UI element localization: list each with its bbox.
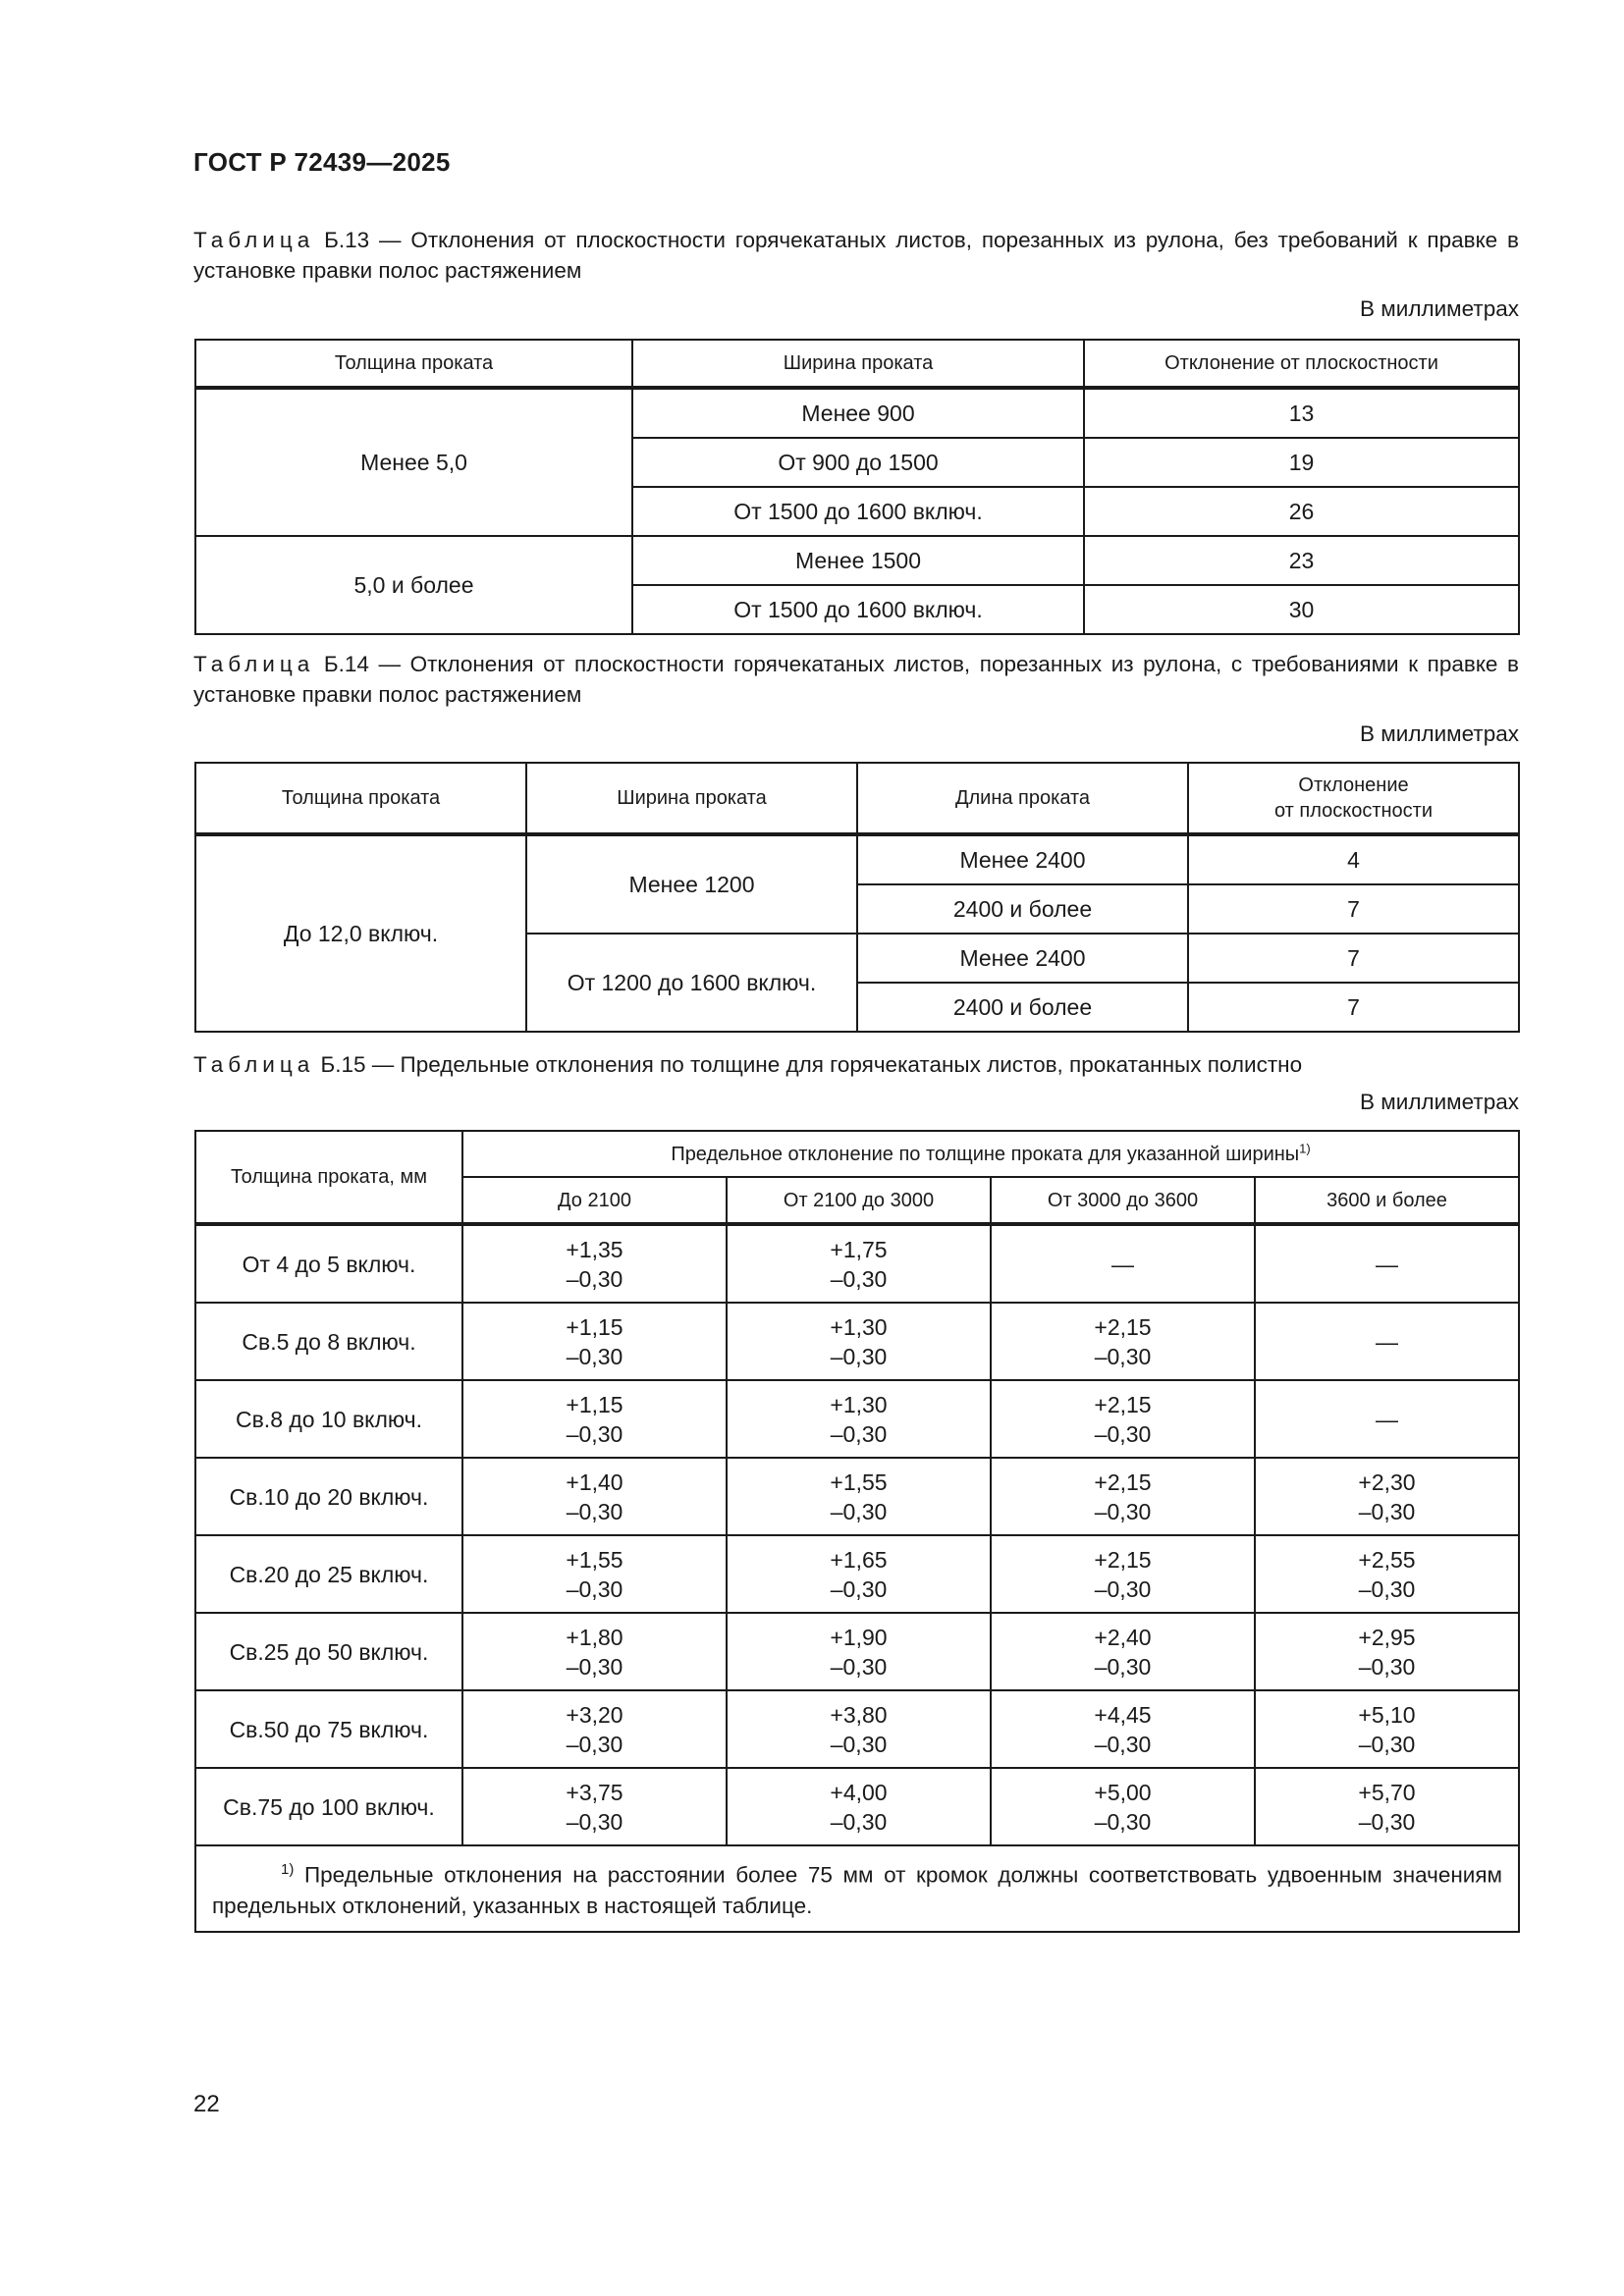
thickness-cell: Св.10 до 20 включ.: [195, 1458, 462, 1535]
lower-deviation: –0,30: [830, 1808, 888, 1835]
lower-deviation: –0,30: [566, 1343, 623, 1369]
table-number: Б.13: [324, 228, 370, 252]
upper-deviation: +1,30: [830, 1313, 888, 1340]
upper-deviation: +5,70: [1358, 1779, 1416, 1805]
deviation-cell: [727, 1224, 991, 1303]
upper-deviation: +5,10: [1358, 1701, 1416, 1728]
table-b13-caption: [193, 225, 1519, 286]
deviation-cell: 13: [1084, 388, 1519, 438]
upper-deviation: +1,55: [830, 1468, 888, 1495]
upper-deviation: +2,15: [1094, 1313, 1152, 1340]
table-header-row: [195, 340, 1519, 388]
lower-deviation: –0,30: [1094, 1808, 1152, 1835]
lower-deviation: –0,30: [566, 1575, 623, 1602]
table-row: [195, 1613, 1519, 1690]
table-row: [195, 1380, 1519, 1458]
caption-text: — Отклонения от плоскостности горячекатаных листов, порезанных из рулона, с требованиями к правке в установке правки полос растяжением: [193, 652, 1519, 707]
table-word: Таблица: [193, 652, 315, 676]
upper-deviation: +1,35: [566, 1236, 623, 1262]
upper-deviation: +3,75: [566, 1779, 623, 1805]
thickness-cell: Св.8 до 10 включ.: [195, 1380, 462, 1458]
thickness-cell: Св.5 до 8 включ.: [195, 1303, 462, 1380]
table-b14: [194, 762, 1520, 1033]
footnote-mark: 1): [281, 1861, 295, 1878]
upper-deviation: —: [1376, 1328, 1399, 1355]
table-row: [195, 1224, 1519, 1303]
table-row: [195, 1303, 1519, 1380]
deviation-cell: 4: [1188, 834, 1519, 884]
table-b15-caption: [193, 1049, 1519, 1080]
table-b13: [194, 339, 1520, 635]
table-row: [195, 388, 1519, 438]
upper-deviation: —: [1376, 1406, 1399, 1432]
upper-deviation: +2,15: [1094, 1546, 1152, 1573]
deviation-cell: [727, 1535, 991, 1613]
upper-deviation: +1,40: [566, 1468, 623, 1495]
deviation-cell: [462, 1535, 727, 1613]
lower-deviation: –0,30: [1094, 1343, 1152, 1369]
units-label: В миллиметрах: [1360, 296, 1519, 321]
upper-deviation: —: [1111, 1251, 1134, 1277]
deviation-cell: [462, 1303, 727, 1380]
upper-deviation: +1,15: [566, 1313, 623, 1340]
units-label: В миллиметрах: [1360, 1090, 1519, 1114]
thickness-cell: Св.50 до 75 включ.: [195, 1690, 462, 1768]
caption-text: — Предельные отклонения по толщине для горячекатаных листов, прокатанных полистно: [365, 1052, 1303, 1077]
deviation-cell: [462, 1690, 727, 1768]
deviation-cell: 7: [1188, 934, 1519, 983]
column-header: [1188, 763, 1519, 834]
thickness-cell: От 4 до 5 включ.: [195, 1224, 462, 1303]
thickness-cell: Менее 5,0: [195, 388, 632, 536]
column-header: Длина проката: [857, 763, 1188, 834]
caption-text: — Отклонения от плоскостности горячекатаных листов, порезанных из рулона, без требований к правке в установке правки полос растяжением: [193, 228, 1519, 283]
width-cell: Менее 900: [632, 388, 1084, 438]
lower-deviation: –0,30: [1358, 1575, 1416, 1602]
column-header: Ширина проката: [632, 340, 1084, 388]
deviation-cell: 23: [1084, 536, 1519, 585]
upper-deviation: +2,15: [1094, 1391, 1152, 1417]
upper-deviation: +3,20: [566, 1701, 623, 1728]
deviation-cell: [1255, 1535, 1519, 1613]
width-cell: От 1500 до 1600 включ.: [632, 585, 1084, 634]
lower-deviation: –0,30: [1358, 1731, 1416, 1757]
header-group-text: Предельное отклонение по толщине проката для указанной ширины: [671, 1143, 1300, 1165]
deviation-cell: 7: [1188, 884, 1519, 934]
deviation-cell: [727, 1380, 991, 1458]
upper-deviation: +1,65: [830, 1546, 888, 1573]
upper-deviation: +1,80: [566, 1624, 623, 1650]
footnote-ref: 1): [1299, 1140, 1311, 1155]
upper-deviation: +1,30: [830, 1391, 888, 1417]
lower-deviation: –0,30: [1094, 1498, 1152, 1524]
column-header: Отклонение от плоскостности: [1084, 340, 1519, 388]
column-header: Толщина проката: [195, 763, 526, 834]
deviation-cell: [1255, 1458, 1519, 1535]
upper-deviation: +1,15: [566, 1391, 623, 1417]
header-line: Отклонение: [1298, 774, 1409, 796]
thickness-cell: Св.25 до 50 включ.: [195, 1613, 462, 1690]
table-row: [195, 1690, 1519, 1768]
table-row: [195, 1768, 1519, 1845]
table-word: Таблица: [193, 1052, 315, 1077]
lower-deviation: –0,30: [1358, 1653, 1416, 1680]
column-header-thickness: Толщина проката, мм: [195, 1131, 462, 1224]
deviation-cell: [991, 1458, 1255, 1535]
deviation-cell: [727, 1690, 991, 1768]
lower-deviation: –0,30: [1094, 1575, 1152, 1602]
thickness-cell: До 12,0 включ.: [195, 834, 526, 1032]
deviation-cell: [1255, 1303, 1519, 1380]
lower-deviation: –0,30: [830, 1265, 888, 1292]
column-header: До 2100: [462, 1177, 727, 1224]
table-row: [195, 536, 1519, 585]
lower-deviation: –0,30: [830, 1420, 888, 1447]
lower-deviation: –0,30: [1358, 1498, 1416, 1524]
upper-deviation: +1,55: [566, 1546, 623, 1573]
deviation-cell: [991, 1690, 1255, 1768]
footnote-row: [195, 1845, 1519, 1932]
lower-deviation: –0,30: [830, 1575, 888, 1602]
lower-deviation: –0,30: [566, 1420, 623, 1447]
page-number: 22: [193, 2091, 220, 2117]
upper-deviation: +2,40: [1094, 1624, 1152, 1650]
deviation-cell: [991, 1380, 1255, 1458]
length-cell: 2400 и более: [857, 983, 1188, 1032]
deviation-cell: [1255, 1380, 1519, 1458]
upper-deviation: +5,00: [1094, 1779, 1152, 1805]
deviation-cell: [462, 1613, 727, 1690]
column-header: От 2100 до 3000: [727, 1177, 991, 1224]
upper-deviation: +1,75: [830, 1236, 888, 1262]
deviation-cell: 19: [1084, 438, 1519, 487]
deviation-cell: [991, 1224, 1255, 1303]
width-cell: От 900 до 1500: [632, 438, 1084, 487]
deviation-cell: [991, 1613, 1255, 1690]
units-label: В миллиметрах: [1360, 721, 1519, 746]
upper-deviation: +2,30: [1358, 1468, 1416, 1495]
length-cell: Менее 2400: [857, 934, 1188, 983]
footnote-text: Предельные отклонения на расстоянии более 75 мм от кромок должны соответствовать удвоенным значениям предельных отклонений, указанных в настоящей таблице.: [212, 1862, 1503, 1918]
deviation-cell: 7: [1188, 983, 1519, 1032]
upper-deviation: +4,00: [830, 1779, 888, 1805]
deviation-cell: [462, 1458, 727, 1535]
thickness-cell: Св.75 до 100 включ.: [195, 1768, 462, 1845]
deviation-cell: [462, 1380, 727, 1458]
column-header: От 3000 до 3600: [991, 1177, 1255, 1224]
upper-deviation: +2,95: [1358, 1624, 1416, 1650]
lower-deviation: –0,30: [1094, 1731, 1152, 1757]
deviation-cell: [1255, 1224, 1519, 1303]
upper-deviation: +3,80: [830, 1701, 888, 1728]
document-header: ГОСТ Р 72439—2025: [193, 147, 451, 177]
upper-deviation: +2,55: [1358, 1546, 1416, 1573]
footnote-cell: [195, 1845, 1519, 1932]
thickness-cell: 5,0 и более: [195, 536, 632, 634]
deviation-cell: [727, 1458, 991, 1535]
deviation-cell: [727, 1303, 991, 1380]
lower-deviation: –0,30: [830, 1498, 888, 1524]
lower-deviation: –0,30: [566, 1498, 623, 1524]
table-number: Б.14: [323, 652, 369, 676]
column-header: Ширина проката: [526, 763, 857, 834]
lower-deviation: –0,30: [830, 1653, 888, 1680]
lower-deviation: –0,30: [566, 1731, 623, 1757]
width-cell: Менее 1200: [526, 834, 857, 934]
column-header: Толщина проката: [195, 340, 632, 388]
deviation-cell: [991, 1535, 1255, 1613]
deviation-cell: [727, 1768, 991, 1845]
lower-deviation: –0,30: [1094, 1653, 1152, 1680]
lower-deviation: –0,30: [830, 1343, 888, 1369]
deviation-cell: [1255, 1613, 1519, 1690]
lower-deviation: –0,30: [566, 1653, 623, 1680]
deviation-cell: [1255, 1690, 1519, 1768]
table-row: [195, 1535, 1519, 1613]
width-cell: Менее 1500: [632, 536, 1084, 585]
header-line: от плоскостности: [1273, 800, 1433, 822]
lower-deviation: –0,30: [830, 1731, 888, 1757]
table-b14-caption: [193, 649, 1519, 710]
lower-deviation: –0,30: [566, 1265, 623, 1292]
lower-deviation: –0,30: [566, 1808, 623, 1835]
deviation-cell: 26: [1084, 487, 1519, 536]
deviation-cell: [727, 1613, 991, 1690]
table-b15: [194, 1130, 1520, 1933]
length-cell: Менее 2400: [857, 834, 1188, 884]
column-header-group: [462, 1131, 1519, 1177]
column-header: 3600 и более: [1255, 1177, 1519, 1224]
table-header-row: [195, 1131, 1519, 1177]
table-number: Б.15: [320, 1052, 366, 1077]
width-cell: От 1200 до 1600 включ.: [526, 934, 857, 1032]
deviation-cell: [462, 1224, 727, 1303]
table-header-row: [195, 763, 1519, 834]
deviation-cell: [991, 1768, 1255, 1845]
upper-deviation: —: [1376, 1251, 1399, 1277]
thickness-cell: Св.20 до 25 включ.: [195, 1535, 462, 1613]
deviation-cell: [462, 1768, 727, 1845]
upper-deviation: +1,90: [830, 1624, 888, 1650]
lower-deviation: –0,30: [1094, 1420, 1152, 1447]
length-cell: 2400 и более: [857, 884, 1188, 934]
table-word: Таблица: [193, 228, 315, 252]
upper-deviation: +2,15: [1094, 1468, 1152, 1495]
table-row: [195, 1458, 1519, 1535]
upper-deviation: +4,45: [1094, 1701, 1152, 1728]
deviation-cell: [991, 1303, 1255, 1380]
width-cell: От 1500 до 1600 включ.: [632, 487, 1084, 536]
deviation-cell: [1255, 1768, 1519, 1845]
deviation-cell: 30: [1084, 585, 1519, 634]
table-row: [195, 834, 1519, 884]
lower-deviation: –0,30: [1358, 1808, 1416, 1835]
